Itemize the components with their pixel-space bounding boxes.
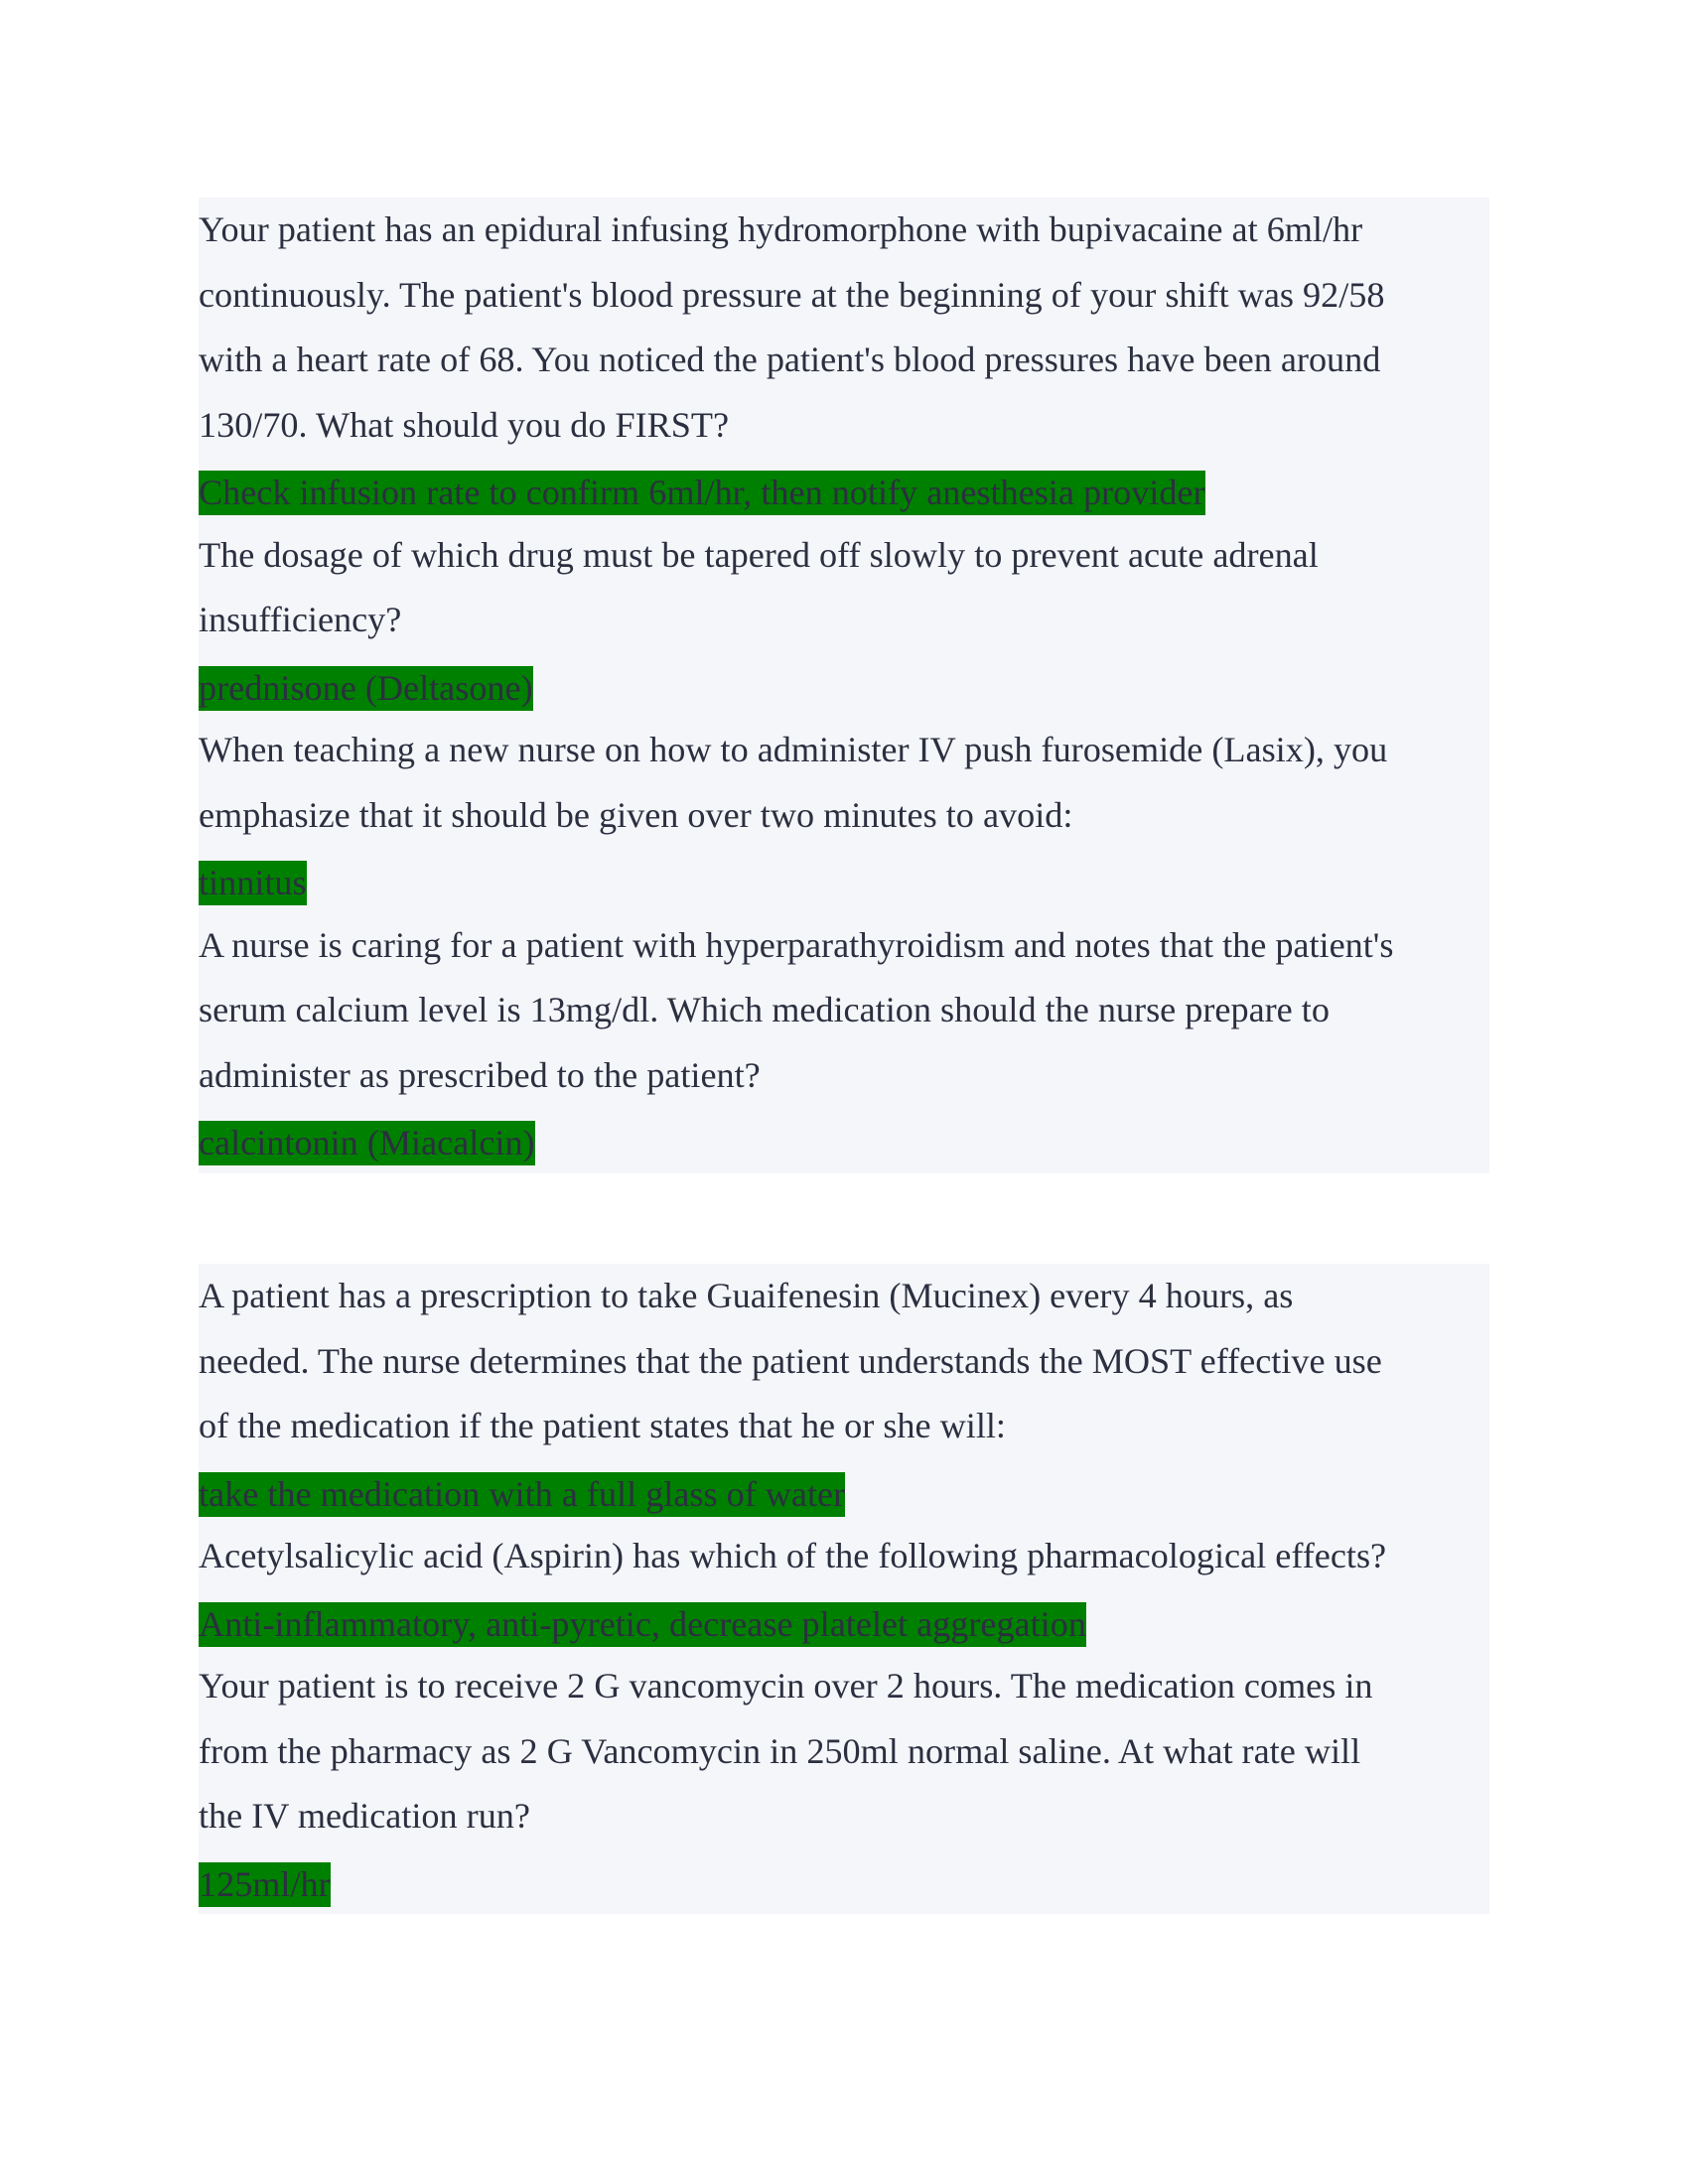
question-line: from the pharmacy as 2 G Vancomycin in 250ml normal saline. At what rate will <box>199 1730 1361 1771</box>
question-line: A patient has a prescription to take Guaifenesin (Mucinex) every 4 hours, as <box>199 1276 1294 1315</box>
question-line: administer as prescribed to the patient? <box>199 1054 761 1095</box>
question-line: serum calcium level is 13mg/dl. Which medication should the nurse prepare to <box>199 990 1330 1029</box>
question-line: emphasize that it should be given over two minutes to avoid: <box>199 794 1073 835</box>
answer-highlight: Anti-inflammatory, anti-pyretic, decrease platelet aggregation <box>199 1602 1086 1647</box>
question-line: Acetylsalicylic acid (Aspirin) has which of the following pharmacological effects? <box>199 1536 1387 1575</box>
answer-highlight: prednisone (Deltasone) <box>199 666 533 711</box>
question-line: When teaching a new nurse on how to administer IV push furosemide (Lasix), you <box>199 730 1388 769</box>
qa-block-1 <box>199 198 1489 1173</box>
answer-highlight: take the medication with a full glass of water <box>199 1472 845 1517</box>
question-line: the IV medication run? <box>199 1796 530 1836</box>
answer-highlight: Check infusion rate to confirm 6ml/hr, then notify anesthesia provider <box>199 471 1205 515</box>
question-line: needed. The nurse determines that the patient understands the MOST effective use <box>199 1340 1382 1381</box>
question-line: 130/70. What should you do FIRST? <box>199 404 730 445</box>
question-line: with a heart rate of 68. You noticed the patient's blood pressures have been around <box>199 340 1381 379</box>
question-line: The dosage of which drug must be tapered off slowly to prevent acute adrenal <box>199 534 1319 575</box>
question-line: of the medication if the patient states that he or she will: <box>199 1406 1006 1445</box>
question-line: Your patient is to receive 2 G vancomycin over 2 hours. The medication comes in <box>199 1666 1373 1706</box>
question-line: insufficiency? <box>199 600 402 639</box>
answer-highlight: calcintonin (Miacalcin) <box>199 1121 535 1165</box>
question-line: continuously. The patient's blood pressure at the beginning of your shift was 92/58 <box>199 274 1385 315</box>
answer-highlight: 125ml/hr <box>199 1862 331 1907</box>
question-line: A nurse is caring for a patient with hyperparathyroidism and notes that the patient's <box>199 924 1394 965</box>
answer-highlight: tinnitus <box>199 861 307 905</box>
qa-block-2 <box>199 1264 1489 1914</box>
question-line: Your patient has an epidural infusing hydromorphone with bupivacaine at 6ml/hr <box>199 209 1363 249</box>
